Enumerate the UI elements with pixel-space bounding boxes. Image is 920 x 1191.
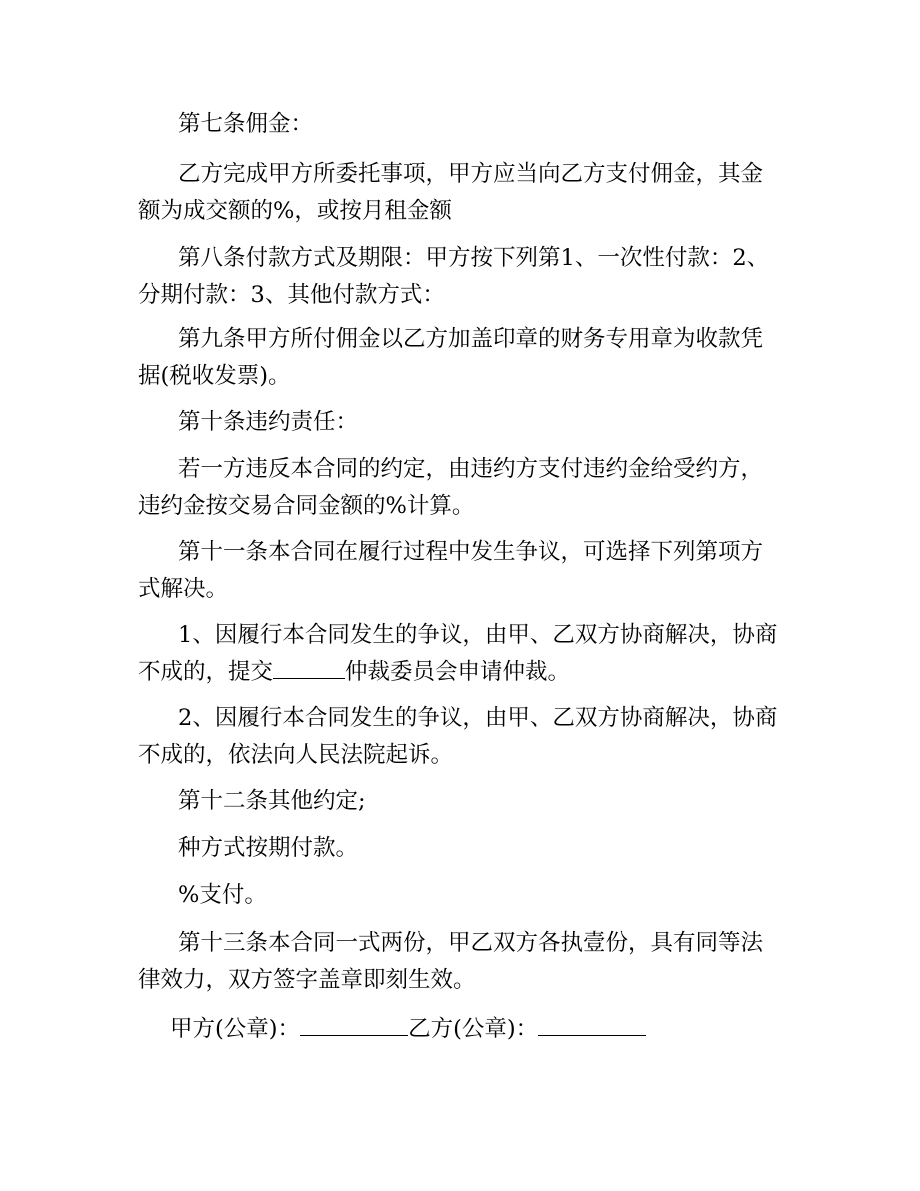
article-12: 第十二条其他约定; — [178, 788, 366, 814]
party-b-seal-label: 乙方(公章)： — [408, 1016, 539, 1042]
party-a-seal-blank — [300, 1013, 408, 1036]
article-13: 第十三条本合同一式两份，甲乙双方各执壹份，具有同等法律效力，双方签字盖章即刻生效。 — [138, 930, 764, 993]
article-11-option-2: 2、因履行本合同发生的争议，由甲、乙双方协商解决，协商不成的，依法向人民法院起诉。 — [138, 705, 778, 768]
article-8: 第八条付款方式及期限：甲方按下列第1、一次性付款：2、分期付款：3、其他付款方式： — [138, 245, 770, 308]
option-1-text-after: 仲裁委员会申请仲裁。 — [345, 659, 571, 685]
article-7-title: 第七条佣金： — [178, 111, 314, 137]
article-11: 第十一条本合同在履行过程中发生争议，可选择下列第项方式解决。 — [138, 539, 764, 602]
fragment-percent-payment: %支付。 — [178, 882, 267, 908]
fragment-payment-method: 种方式按期付款。 — [178, 835, 359, 861]
article-10-body: 若一方违反本合同的约定，由违约方支付违约金给受约方，违约金按交易合同金额的%计算。 — [138, 456, 764, 519]
party-b-seal-blank — [538, 1013, 646, 1036]
arbitration-committee-blank — [273, 656, 345, 679]
article-10-title: 第十条违约责任： — [178, 409, 359, 435]
article-7-body: 乙方完成甲方所委托事项，甲方应当向乙方支付佣金，其金额为成交额的%，或按月租金额 — [138, 161, 764, 224]
party-a-seal-label: 甲方(公章)： — [170, 1016, 301, 1042]
option-1-text-before: 1、因履行本合同发生的争议，由甲、乙双方协商解决，协商不成的，提交 — [138, 622, 778, 685]
article-9: 第九条甲方所付佣金以乙方加盖印章的财务专用章为收款凭据(税收发票)。 — [138, 326, 764, 389]
signature-line — [138, 1011, 783, 1048]
article-11-option-1 — [138, 617, 783, 691]
